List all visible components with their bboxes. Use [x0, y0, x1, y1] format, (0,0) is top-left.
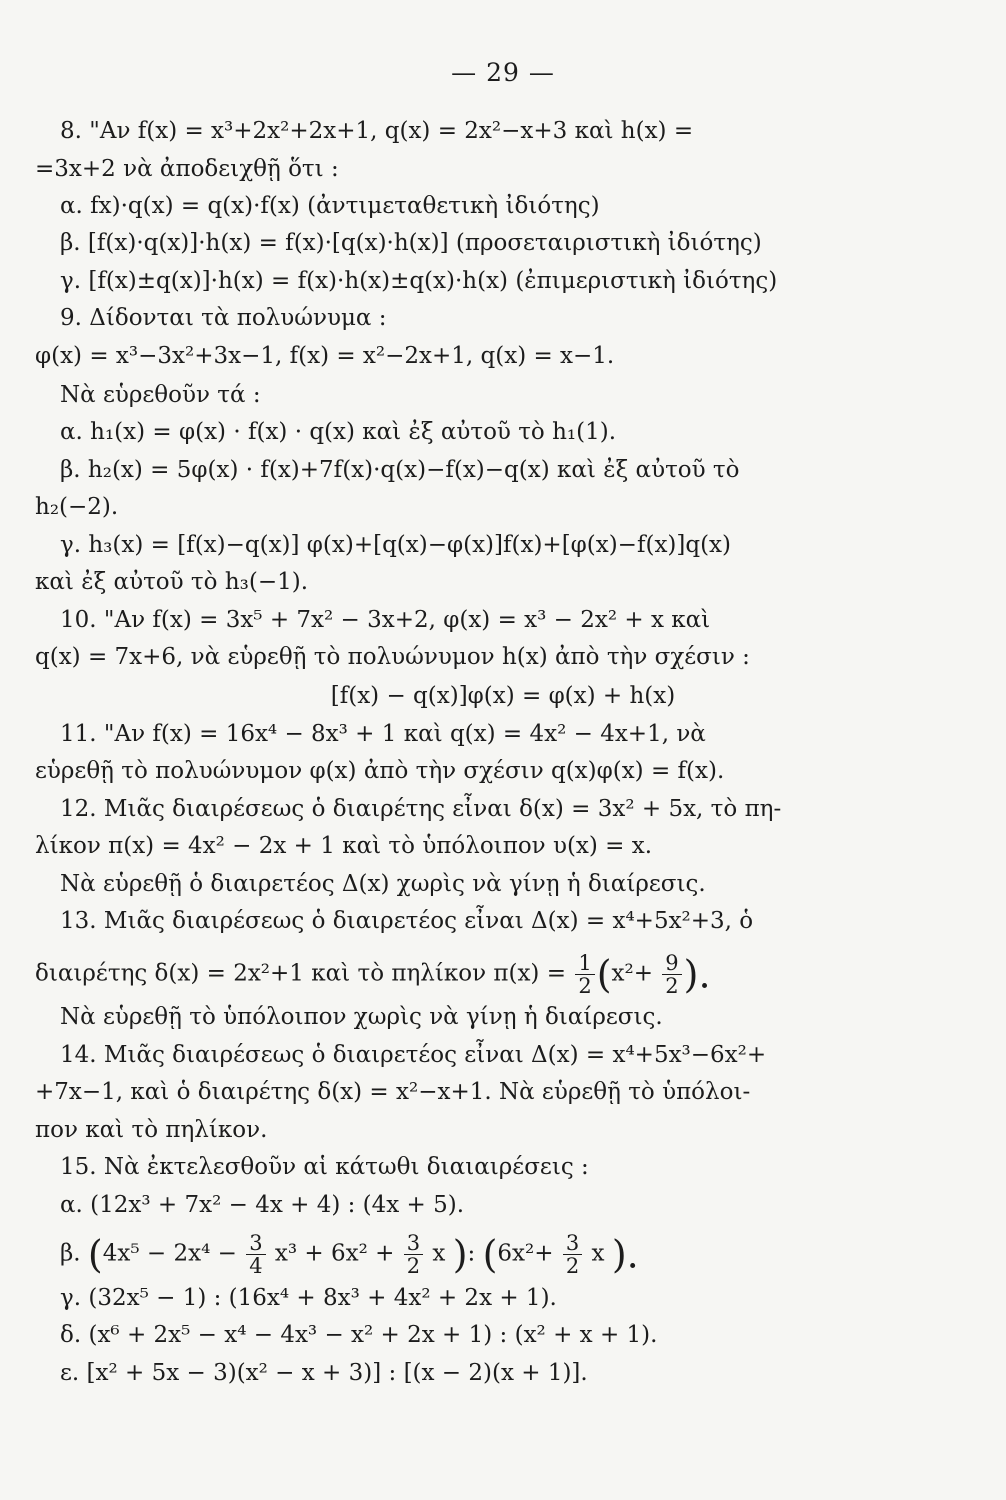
text-segment: x	[591, 1240, 605, 1267]
text-line: 14. Μιᾶς διαιρέσεως ὁ διαιρετέος εἶναι Δ(x) = x⁴+5x³−6x²+	[60, 1042, 767, 1068]
fraction-numerator: 9	[662, 952, 681, 975]
fraction-denominator: 4	[249, 1254, 263, 1278]
division-colon: :	[467, 1240, 476, 1267]
fraction	[575, 952, 594, 997]
fraction	[563, 1232, 582, 1277]
paren-right: ).	[611, 1232, 639, 1277]
fraction-denominator: 2	[565, 1254, 580, 1278]
text-line: 13. Μιᾶς διαιρέσεως ὁ διαιρετέος εἶναι Δ(x) = x⁴+5x²+3, ὁ	[60, 908, 754, 934]
text-segment: διαιρέτης δ(x) = 2x²+1 καὶ τὸ πηλίκον π(x) =	[35, 960, 566, 987]
paren-left: (	[482, 1232, 498, 1277]
text-segment: x³ + 6x² +	[274, 1240, 395, 1267]
text-line: εὑρεθῇ τὸ πολυώνυμον φ(x) ἀπὸ τὴν σχέσιν q(x)φ(x) = f(x).	[35, 758, 725, 784]
text-line: α. h₁(x) = φ(x) · f(x) · q(x) καὶ ἐξ αὐτοῦ τὸ h₁(1).	[60, 419, 617, 445]
item-label: β.	[60, 1240, 81, 1267]
equation-line-13	[0, 952, 1006, 997]
text-line: +7x−1, καὶ ὁ διαιρέτης δ(x) = x²−x+1. Νὰ εὑρεθῇ τὸ ὑπόλοι-	[35, 1079, 751, 1105]
text-line: ε. [x² + 5x − 3)(x² − x + 3)] : [(x − 2)(x + 1)].	[60, 1360, 588, 1386]
fraction-numerator: 1	[575, 952, 594, 975]
fraction-numerator: 3	[563, 1232, 582, 1255]
text-line: 8. "Αν f(x) = x³+2x²+2x+1, q(x) = 2x²−x+3 καὶ h(x) =	[60, 118, 694, 144]
text-line: =3x+2 νὰ ἀποδειχθῇ ὅτι :	[35, 156, 339, 182]
paren-left: (	[87, 1232, 103, 1277]
text-line: 15. Νὰ ἐκτελεσθοῦν αἱ κάτωθι διαιαιρέσεις :	[60, 1154, 589, 1180]
fraction-denominator: 2	[406, 1254, 421, 1278]
text-line: γ. h₃(x) = [f(x)−q(x)] φ(x)+[q(x)−φ(x)]f(x)+[φ(x)−f(x)]q(x)	[60, 532, 731, 558]
text-line: πον καὶ τὸ πηλίκον.	[35, 1117, 268, 1143]
fraction-numerator: 3	[404, 1232, 423, 1255]
text-line: λίκον π(x) = 4x² − 2x + 1 καὶ τὸ ὑπόλοιπον υ(x) = x.	[35, 833, 653, 859]
text-line: 11. "Αν f(x) = 16x⁴ − 8x³ + 1 καὶ q(x) = 4x² − 4x+1, νὰ	[60, 721, 706, 747]
paren-right: ).	[683, 952, 711, 997]
paren-left: (	[596, 952, 612, 997]
equation-line: [f(x) − q(x)]φ(x) = φ(x) + h(x)	[330, 683, 676, 709]
text-line: β. [f(x)·q(x)]·h(x) = f(x)·[q(x)·h(x)] (προσεταιριστικὴ ἰδιότης)	[60, 230, 762, 256]
text-line: φ(x) = x³−3x²+3x−1, f(x) = x²−2x+1, q(x) = x−1.	[35, 343, 615, 369]
text-line: α. fx)·q(x) = q(x)·f(x) (ἀντιμεταθετικὴ ἰδιότης)	[60, 193, 600, 219]
text-line: 12. Μιᾶς διαιρέσεως ὁ διαιρέτης εἶναι δ(x) = 3x² + 5x, τὸ πη-	[60, 796, 782, 822]
text-line: β. h₂(x) = 5φ(x) · f(x)+7f(x)·q(x)−f(x)−q(x) καὶ ἐξ αὐτοῦ τὸ	[60, 457, 740, 483]
fraction-denominator: 2	[578, 974, 592, 998]
text-segment: 4x⁵ − 2x⁴ −	[102, 1240, 237, 1267]
text-line: h₂(−2).	[35, 494, 119, 520]
equation-line-15b	[0, 1232, 1006, 1277]
fraction	[404, 1232, 423, 1277]
text-line: Νὰ εὑρεθῇ ὁ διαιρετέος Δ(x) χωρὶς νὰ γίνῃ ἡ διαίρεσις.	[60, 871, 706, 897]
text-line: Νὰ εὑρεθῇ τὸ ὑπόλοιπον χωρὶς νὰ γίνῃ ἡ διαίρεσις.	[60, 1004, 663, 1030]
fraction-denominator: 2	[665, 974, 679, 998]
text-line: 10. "Αν f(x) = 3x⁵ + 7x² − 3x+2, φ(x) = x³ − 2x² + x καὶ	[60, 607, 711, 633]
fraction	[246, 1232, 265, 1277]
text-segment: 6x²+	[497, 1240, 554, 1267]
text-line: γ. (32x⁵ − 1) : (16x⁴ + 8x³ + 4x² + 2x + 1).	[60, 1285, 557, 1311]
text-line: q(x) = 7x+6, νὰ εὑρεθῇ τὸ πολυώνυμον h(x) ἀπὸ τὴν σχέσιν :	[35, 644, 750, 670]
fraction	[662, 952, 681, 997]
text-segment: x	[432, 1240, 446, 1267]
text-line: καὶ ἐξ αὐτοῦ τὸ h₃(−1).	[35, 569, 309, 595]
text-segment: x²+	[611, 960, 653, 987]
text-line: δ. (x⁶ + 2x⁵ − x⁴ − 4x³ − x² + 2x + 1) : (x² + x + 1).	[60, 1322, 658, 1348]
text-line: Νὰ εὑρεθοῦν τά :	[60, 382, 261, 408]
text-line: γ. [f(x)±q(x)]·h(x) = f(x)·h(x)±q(x)·h(x) (ἐπιμεριστικὴ ἰδιότης)	[60, 268, 778, 294]
page-number: — 29 —	[451, 58, 555, 87]
text-line: 9. Δίδονται τὰ πολυώνυμα :	[60, 305, 387, 331]
paren-right: )	[452, 1232, 468, 1277]
text-line: α. (12x³ + 7x² − 4x + 4) : (4x + 5).	[60, 1192, 465, 1218]
fraction-numerator: 3	[246, 1232, 265, 1255]
